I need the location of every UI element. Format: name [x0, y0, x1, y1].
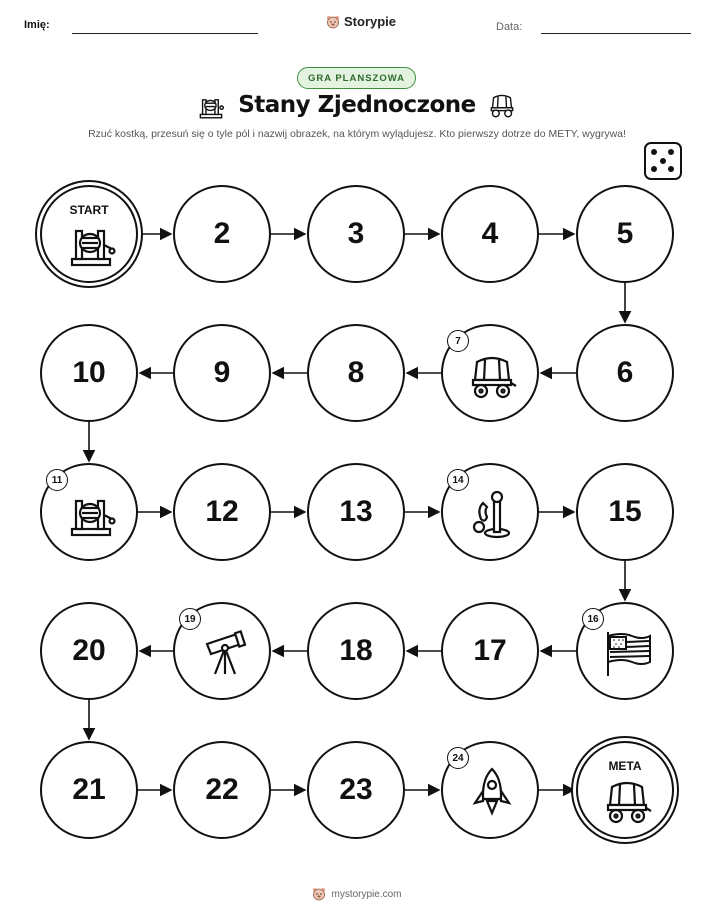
space-number: 20 — [72, 634, 106, 667]
board-space-22[interactable] — [173, 741, 271, 839]
space-number-badge: 24 — [447, 747, 469, 769]
space-number: 18 — [339, 634, 373, 667]
title-text: Stany Zjednoczone — [238, 92, 476, 118]
board-space-5[interactable] — [576, 185, 674, 283]
space-number: 2 — [213, 217, 231, 250]
space-number: 21 — [72, 773, 106, 806]
space-number-badge: 11 — [46, 469, 68, 491]
space-number: 5 — [616, 217, 634, 250]
finish-label: META — [608, 759, 642, 773]
winch-icon — [66, 219, 116, 269]
space-number: 6 — [616, 356, 634, 389]
space-number: 12 — [205, 495, 239, 528]
board-space-12[interactable] — [173, 463, 271, 561]
board-space-6[interactable] — [576, 324, 674, 422]
date-label: Data: — [496, 21, 523, 33]
covered-wagon-icon — [602, 775, 652, 825]
board-space-11[interactable] — [40, 463, 138, 561]
space-number: 22 — [205, 773, 239, 806]
winch-icon — [66, 489, 116, 539]
telescope-icon — [199, 628, 249, 678]
board-space-15[interactable] — [576, 463, 674, 561]
board-space-14[interactable] — [441, 463, 539, 561]
board-space-9[interactable] — [173, 324, 271, 422]
space-number: 17 — [473, 634, 507, 667]
board-space-3[interactable] — [307, 185, 405, 283]
space-number-badge: 19 — [179, 608, 201, 630]
board-space-20[interactable] — [40, 602, 138, 700]
board-space-18[interactable] — [307, 602, 405, 700]
footer-bear-icon — [312, 887, 326, 901]
space-number: 4 — [481, 217, 499, 250]
space-number: 9 — [213, 356, 231, 389]
name-label: Imię: — [24, 19, 50, 31]
board-space-10[interactable] — [40, 324, 138, 422]
finish-space[interactable] — [576, 741, 674, 839]
covered-wagon-icon — [467, 350, 517, 400]
space-number: 3 — [347, 217, 365, 250]
board-space-19[interactable] — [173, 602, 271, 700]
start-space[interactable] — [40, 185, 138, 283]
footer-site: mystorypie.com — [331, 888, 402, 900]
instructions: Rzuć kostką, przesuń się o tyle pól i nazwij obrazek, na którym wylądujesz. Kto pierwszy dotrze do METY, wygrywa! — [88, 128, 626, 140]
board-space-16[interactable] — [576, 602, 674, 700]
board-space-7[interactable] — [441, 324, 539, 422]
space-number: 13 — [339, 495, 373, 528]
footer — [0, 887, 714, 901]
candlestick-telephone-icon — [467, 489, 517, 539]
space-number: 23 — [339, 773, 373, 806]
board-space-13[interactable] — [307, 463, 405, 561]
board-space-24[interactable] — [441, 741, 539, 839]
space-number-badge: 14 — [447, 469, 469, 491]
board-space-23[interactable] — [307, 741, 405, 839]
board-space-17[interactable] — [441, 602, 539, 700]
space-number-badge: 7 — [447, 330, 469, 352]
space-number: 15 — [608, 495, 642, 528]
space-number: 10 — [72, 356, 106, 389]
brand-name: Storypie — [344, 14, 397, 29]
board-game-badge: GRA PLANSZOWA — [297, 67, 416, 89]
board-space-8[interactable] — [307, 324, 405, 422]
board-space-21[interactable] — [40, 741, 138, 839]
board-space-2[interactable] — [173, 185, 271, 283]
us-flag-icon — [602, 628, 652, 678]
space-number-badge: 16 — [582, 608, 604, 630]
space-number: 8 — [347, 356, 365, 389]
rocket-icon — [467, 767, 517, 817]
board-space-4[interactable] — [441, 185, 539, 283]
start-label: START — [69, 203, 109, 217]
